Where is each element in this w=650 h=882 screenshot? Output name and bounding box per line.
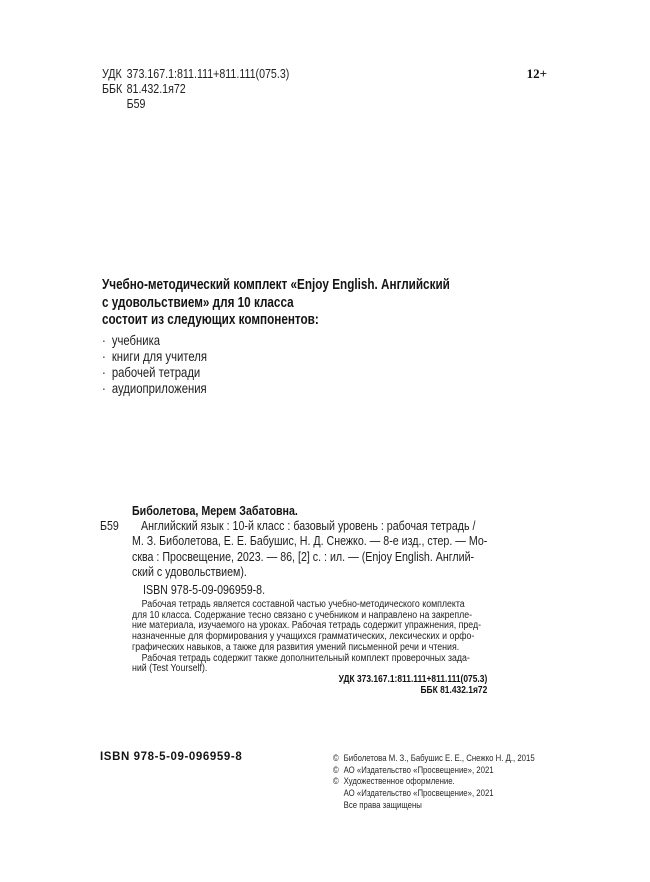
list-item bbox=[102, 381, 450, 397]
footer-isbn: ISBN 978-5-09-096959-8 bbox=[100, 751, 243, 763]
classification-codes-bottom bbox=[306, 674, 487, 697]
copyright-symbol: © bbox=[333, 764, 339, 776]
bullet-marker: · bbox=[102, 332, 106, 348]
bib-code: Б59 bbox=[100, 518, 119, 534]
umk-components-block bbox=[102, 277, 526, 397]
copyright-text: АО «Издательство «Просвещение», 2021 bbox=[343, 788, 494, 800]
copyright-line bbox=[333, 800, 535, 812]
copyright-line bbox=[333, 788, 535, 800]
list-item bbox=[102, 365, 450, 381]
bullet-marker: · bbox=[102, 364, 106, 380]
bbk-value: 81.432.1я72 bbox=[126, 81, 186, 96]
components-heading-line: Учебно-методический комплект «Enjoy English. Английский bbox=[102, 277, 450, 293]
bibliographic-record bbox=[100, 503, 565, 597]
bbk-line: ББК 81.432.1я72 bbox=[420, 685, 487, 697]
copyright-symbol: © bbox=[333, 753, 339, 764]
age-rating-badge: 12+ bbox=[526, 66, 547, 81]
bib-description-line: М. З. Биболетова, Е. Е. Бабушис, Н. Д. Снежко. — 8-е изд., стер. — Мо- bbox=[132, 533, 488, 549]
annotation-line: графических навыков, а также для развития умений письменной речи и чтения. bbox=[132, 641, 460, 653]
author-code: Б59 bbox=[126, 96, 146, 111]
copyright-line bbox=[333, 753, 535, 765]
udk-value: 373.167.1:811.111+811.111(075.3) bbox=[126, 66, 290, 81]
annotation-line: назначенные для формирования у учащихся грамматических, лексических и орфо- bbox=[132, 631, 475, 643]
copyright-symbol: © bbox=[333, 776, 339, 788]
annotation-line: Рабочая тетрадь является составной частью учебно-методического комплекта bbox=[141, 599, 465, 610]
copyright-line bbox=[333, 765, 535, 777]
annotation-line: ний (Test Yourself). bbox=[132, 663, 208, 675]
bib-description-line: ский с удовольствием). bbox=[132, 563, 247, 579]
bbk-label: ББК bbox=[102, 81, 123, 96]
copyright-text: Все права защищены bbox=[343, 799, 422, 811]
components-heading-line: состоит из следующих компонентов: bbox=[102, 312, 319, 328]
list-item-label: учебника bbox=[111, 332, 161, 348]
copyright-text: Биболетова М. З., Бабушис Е. Е., Снежко Н. Д., 2015 bbox=[343, 753, 535, 764]
annotation-line: для 10 класса. Содержание тесно связано с учебником и направлено на закрепле- bbox=[132, 609, 473, 621]
classification-block bbox=[102, 66, 330, 111]
components-list bbox=[102, 333, 526, 397]
copyright-text: АО «Издательство «Просвещение», 2021 bbox=[343, 764, 494, 776]
annotation-line: ние материала, изучаемого на уроках. Рабочая тетрадь содержит упражнения, пред- bbox=[132, 620, 482, 632]
bullet-marker: · bbox=[102, 348, 106, 364]
bib-description-line: Английский язык : 10-й класс : базовый уровень : рабочая тетрадь / bbox=[141, 518, 476, 534]
bib-description-line: сква : Просвещение, 2023. — 86, [2] с. : ил. — (Enjoy English. Англий- bbox=[132, 548, 475, 564]
bib-author: Биболетова, Мерем Забатовна. bbox=[132, 503, 298, 518]
annotation-line: Рабочая тетрадь содержит также дополнительный комплект проверочных зада- bbox=[141, 652, 470, 664]
author-code-row bbox=[102, 96, 289, 111]
list-item-label: книги для учителя bbox=[111, 348, 207, 364]
bbk-row bbox=[102, 81, 289, 96]
bib-description bbox=[100, 518, 565, 597]
copyright-line bbox=[333, 776, 535, 788]
udk-row bbox=[102, 66, 289, 81]
components-heading-line: с удовольствием» для 10 класса bbox=[102, 294, 294, 311]
copyright-text: Художественное оформление. bbox=[343, 776, 455, 788]
bib-isbn: ISBN 978-5-09-096959-8. bbox=[143, 581, 266, 597]
list-item-label: рабочей тетради bbox=[111, 364, 201, 380]
udk-line: УДК 373.167.1:811.111+811.111(075.3) bbox=[338, 674, 487, 685]
copyright-block bbox=[333, 753, 579, 812]
annotation-block bbox=[132, 600, 529, 675]
bullet-marker: · bbox=[102, 380, 106, 396]
list-item bbox=[102, 349, 450, 365]
list-item bbox=[102, 333, 450, 349]
list-item-label: аудиоприложения bbox=[111, 380, 207, 396]
udk-label: УДК bbox=[102, 66, 122, 81]
